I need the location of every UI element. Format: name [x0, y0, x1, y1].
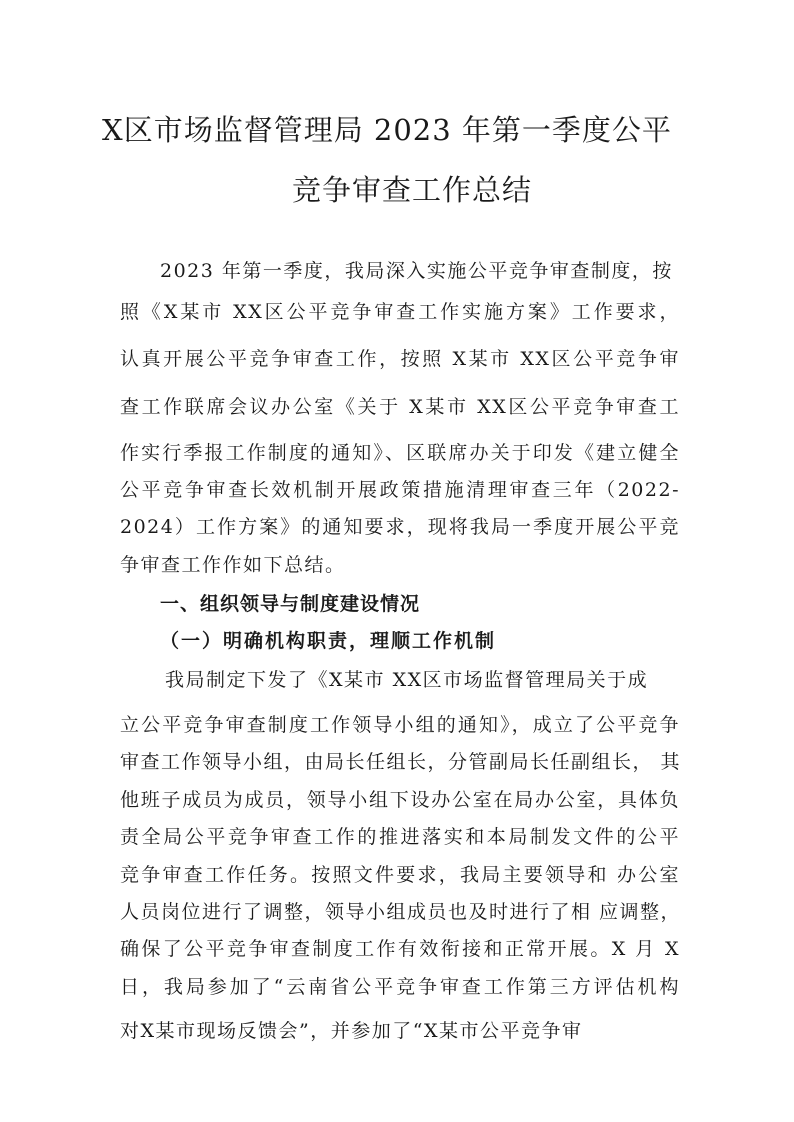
- paragraph-1-line-7: 2024）工作方案》的通知要求，现将我局一季度开展公平竞: [120, 516, 680, 538]
- section-1-heading: 一、组织领导与制度建设情况: [160, 593, 421, 615]
- paragraph-2-line-5: 责全局公平竞争审查工作的推进落实和本局制发文件的公平: [120, 826, 680, 848]
- paragraph-2-line-8: 确保了公平竞争审查制度工作有效衔接和正常开展。X 月 X: [120, 938, 680, 960]
- paragraph-2-line-7: 人员岗位进行了调整，领导小组成员也及时进行了相 应调整，: [120, 901, 682, 923]
- paragraph-1-line-6: 公平竞争审查长效机制开展政策措施清理审查三年（2022-: [120, 479, 680, 501]
- paragraph-1-line-1: 2023 年第一季度，我局深入实施公平竞争审查制度，按: [160, 260, 673, 282]
- paragraph-1-line-2: 照《X某市 XX区公平竞争审查工作实施方案》工作要求，: [120, 301, 680, 323]
- paragraph-2-line-1: 我局制定下发了《X某市 XX区市场监督管理局关于成: [165, 669, 649, 691]
- paragraph-2-line-9: 日，我局参加了“云南省公平竞争审查工作第三方评估机构: [120, 976, 680, 998]
- paragraph-2-line-3: 审查工作领导小组，由局长任组长，分管副局长任副组长， 其: [120, 751, 682, 773]
- section-1-subheading-1: （一）明确机构职责，理顺工作机制: [160, 630, 497, 652]
- document-title-line-1: X区市场监督管理局 2023 年第一季度公平: [102, 113, 672, 147]
- paragraph-1-line-8: 争审查工作作如下总结。: [120, 554, 346, 576]
- document-title-line-2: 竞争审查工作总结: [291, 173, 532, 207]
- paragraph-1-line-4: 查工作联席会议办公室《关于 X某市 XX区公平竞争审查工: [120, 396, 680, 418]
- paragraph-1-line-3: 认真开展公平竞争审查工作，按照 X某市 XX区公平竞争审: [120, 348, 680, 370]
- paragraph-2-line-6: 竞争审查工作任务。按照文件要求，我局主要领导和 办公室: [120, 864, 680, 886]
- paragraph-2-line-4: 他班子成员为成员，领导小组下设办公室在局办公室，具体负: [120, 789, 680, 811]
- paragraph-2-line-2: 立公平竞争审查制度工作领导小组的通知》，成立了公平竞争: [120, 714, 680, 736]
- paragraph-1-line-5: 作实行季报工作制度的通知》、区联席办关于印发《建立健全: [120, 442, 680, 464]
- paragraph-2-line-10: 对X某市现场反馈会”，并参加了“X某市公平竞争审: [120, 1020, 583, 1042]
